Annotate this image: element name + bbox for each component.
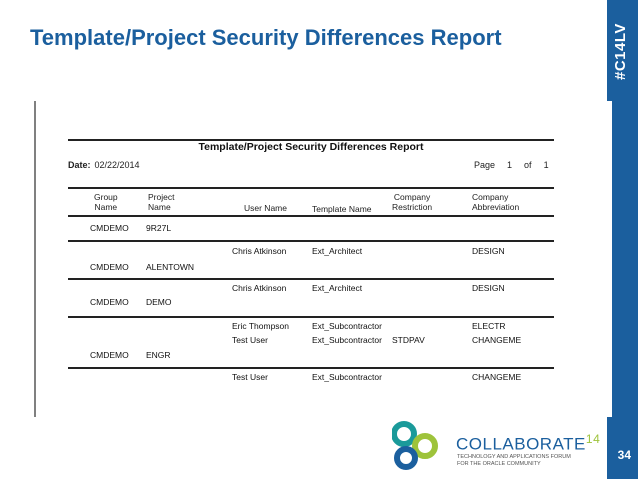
collaborate-logo-icon: [392, 420, 438, 470]
template-name: Ext_Subcontractor: [312, 372, 382, 382]
company-abbreviation: CHANGEME: [472, 335, 522, 345]
company-restriction: STDPAV: [392, 335, 425, 345]
user-name: Eric Thompson: [232, 321, 290, 331]
template-name: Ext_Subcontractor: [312, 335, 382, 345]
page-current: 1: [507, 160, 513, 170]
brand-tagline: [457, 454, 571, 468]
company-abbreviation: CHANGEME: [472, 372, 522, 382]
group-name: CMDEMO: [90, 262, 129, 272]
brand-suffix: 14: [585, 432, 601, 446]
report-title: Template/Project Security Differences Report: [198, 141, 424, 153]
col-header-group: Group Name: [94, 192, 118, 212]
template-name: Ext_Architect: [312, 246, 363, 256]
date-value: 02/22/2014: [94, 160, 140, 170]
group-separator: [68, 240, 554, 242]
user-name: Test User: [232, 335, 268, 345]
slide-title: Template/Project Security Differences Report: [30, 25, 502, 50]
page-number: 34: [617, 448, 631, 462]
group-separator: [68, 278, 554, 280]
group-name: CMDEMO: [90, 350, 129, 360]
template-name: Ext_Architect: [312, 283, 363, 293]
col-header-company-abbreviation: Company Abbreviation: [472, 192, 520, 212]
tagline-line-2: FOR THE ORACLE COMMUNITY: [457, 461, 541, 467]
page-label: Page: [474, 160, 496, 170]
group-name: CMDEMO: [90, 223, 129, 233]
brand-wordmark: [456, 432, 600, 455]
page-of: of: [524, 160, 532, 170]
project-name: ENGR: [146, 350, 171, 360]
project-name: 9R27L: [146, 223, 172, 233]
group-separator: [68, 367, 554, 369]
date-label: Date:: [68, 160, 91, 170]
header-rule-top: [68, 187, 554, 189]
user-name: Chris Atkinson: [232, 283, 287, 293]
group-name: CMDEMO: [90, 297, 129, 307]
template-name: Ext_Subcontractor: [312, 321, 382, 331]
col-header-template: Template Name: [312, 204, 372, 214]
brand-name: COLLABORATE: [456, 434, 586, 454]
user-name: Test User: [232, 372, 268, 382]
hashtag-label: #C14LV: [612, 23, 629, 81]
tagline-line-1: TECHNOLOGY AND APPLICATIONS FORUM: [457, 454, 571, 460]
group-separator: [68, 316, 554, 318]
company-abbreviation: ELECTR: [472, 321, 506, 331]
report-date: [68, 160, 140, 170]
report-page-indicator: [474, 160, 561, 170]
company-abbreviation: DESIGN: [472, 283, 505, 293]
report-document: [34, 101, 612, 417]
col-header-company-restriction: Company Restriction: [392, 192, 433, 212]
col-header-user: User Name: [244, 203, 287, 213]
col-header-project: Project Name: [148, 192, 175, 212]
header-rule-bottom: [68, 215, 554, 217]
user-name: Chris Atkinson: [232, 246, 287, 256]
company-abbreviation: DESIGN: [472, 246, 505, 256]
page-total: 1: [543, 160, 549, 170]
project-name: ALENTOWN: [146, 262, 195, 272]
project-name: DEMO: [146, 297, 172, 307]
